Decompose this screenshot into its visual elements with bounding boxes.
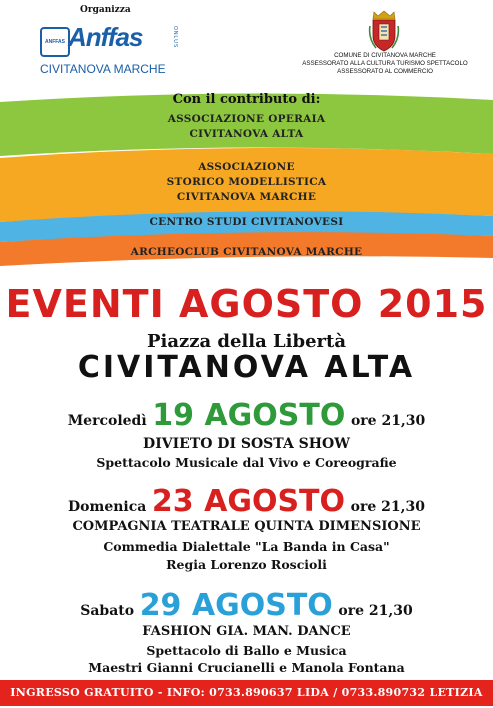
event-1-header [0, 398, 493, 433]
event-1-line-1: DIVIETO DI SOSTA SHOW [143, 436, 350, 452]
comune-crest-icon [368, 10, 400, 52]
event-2-line-1: COMPAGNIA TEATRALE QUINTA DIMENSIONE [72, 519, 421, 534]
band-2-line-2: STORICO MODELLISTICA [166, 176, 327, 188]
event-2-time: ore 21,30 [350, 499, 425, 515]
event-3-line-2: Spettacolo di Ballo e Musica [146, 643, 347, 658]
event-1-date: 19 AGOSTO [152, 398, 346, 433]
event-1-day: Mercoledì [67, 413, 147, 429]
band-1-line-1: ASSOCIAZIONE OPERAIA [167, 113, 326, 125]
footer-info-bar: INGRESSO GRATUITO - INFO: 0733.890637 LIDA / 0733.890732 LETIZIA [0, 680, 493, 706]
event-3-line-1: FASHION GIA. MAN. DANCE [142, 624, 351, 639]
comune-text [290, 52, 480, 76]
event-3-line-3: Maestri Gianni Crucianelli e Manola Fontana [88, 660, 405, 675]
band-3-line-1: CENTRO STUDI CIVITANOVESI [149, 216, 344, 228]
event-3-day: Sabato [80, 603, 135, 619]
organizer-label: Organizza [80, 5, 131, 15]
event-2-date: 23 AGOSTO [151, 484, 346, 519]
event-2-header [0, 484, 493, 519]
band-2-line-1: ASSOCIAZIONE [198, 161, 295, 173]
comune-line: COMUNE DI CIVITANOVA MARCHE [334, 52, 436, 59]
anffas-logo-name: Anffas [68, 22, 143, 52]
event-2-day: Domenica [68, 499, 147, 515]
band-1-line-2: CIVITANOVA ALTA [189, 128, 304, 140]
main-title: EVENTI AGOSTO 2015 [5, 282, 488, 326]
band-4-line-1: ARCHEOCLUB CIVITANOVA MARCHE [130, 246, 363, 258]
event-2-line-2: Commedia Dialettale "La Banda in Casa" [103, 539, 390, 554]
comune-line: ASSESSORATO AL COMMERCIO [337, 68, 433, 75]
event-2-line-3: Regia Lorenzo Roscioli [166, 557, 327, 572]
event-3-header [0, 588, 493, 623]
event-1-time: ore 21,30 [350, 413, 426, 429]
anffas-city: CIVITANOVA MARCHE [40, 62, 166, 76]
venue: Piazza della Libertà [146, 331, 347, 352]
anffas-logo-mark: ANFFAS [40, 27, 70, 57]
contributors-title: Con il contributo di: [172, 92, 321, 107]
event-3-date: 29 AGOSTO [139, 588, 333, 623]
event-1-line-2: Spettacolo Musicale dal Vivo e Coreografie [96, 455, 397, 470]
band-2-line-3: CIVITANOVA MARCHE [176, 191, 317, 203]
town: CIVITANOVA ALTA [77, 350, 416, 385]
anffas-logo-onlus: ONLUS [172, 26, 178, 49]
comune-line: ASSESSORATO ALLA CULTURA TURISMO SPETTACOLO [302, 60, 468, 67]
event-3-time: ore 21,30 [338, 603, 413, 619]
